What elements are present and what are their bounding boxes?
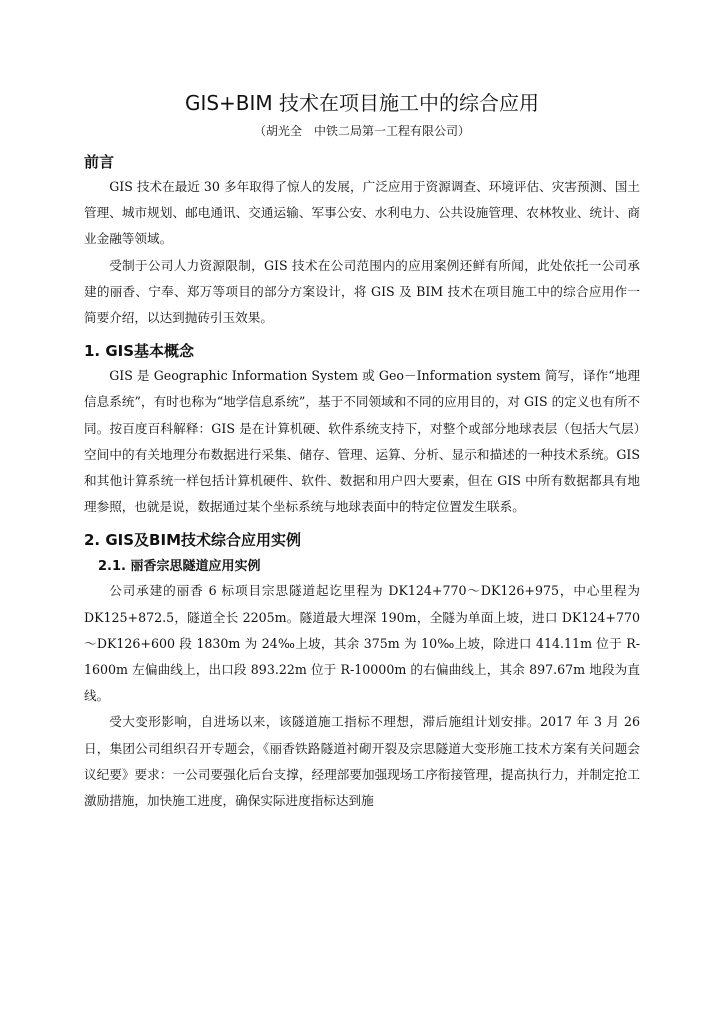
document-page [84,88,640,814]
section-gis-concept [84,339,640,520]
section-heading-gis-concept: 1. GIS基本概念 [84,342,195,361]
subsection-heading: 2.1. 丽香宗思隧道应用实例 [98,559,261,575]
section-heading-preface: 前言 [84,153,115,171]
section-heading-application: 2. GIS及BIM技术综合应用实例 [84,531,301,550]
author-line: （胡光全 中铁二局第一工程有限公司） [253,124,470,138]
paragraph: GIS 是 Geographic Information System 或 Geo－Information system 简写，译作“地理信息系统”，有时也称为“地学信息系统”，基于不同领域和不同的应用目的，对 GIS 的定义也有所不同。按百度百科解释：GIS 是在计算机硬、软件系统支持下，对整个或部分地球表层（包括大气层）空间中的有关地理分布数据进行采集、储存、管理、运算、分析、显示和描述的一种技术系统。GIS 和其他计算系统一样包括计算机硬件、软件、数据和用户四大要素，但在 GIS 中所有数据都具有地理参照，也就是说，数据通过某个坐标系统与地球表面中的特定位置发生联系。 [84,368,640,515]
subsection-lixiang-zongsi [84,556,640,814]
section-application [84,528,640,814]
document-title: GIS+BIM 技术在项目施工中的综合应用 [184,91,540,115]
section-preface [84,150,640,331]
paragraph: GIS 技术在最近 30 多年取得了惊人的发展，广泛应用于资源调查、环境评估、灾害预测、国土管理、城市规划、邮电通讯、交通运输、军事公安、水利电力、公共设施管理、农林牧业、统计、商业金融等领域。 [84,179,640,247]
paragraph: 受制于公司人力资源限制，GIS 技术在公司范围内的应用案例还鲜有所闻，此处依托一公司承建的丽香、宁奉、郑万等项目的部分方案设计，将 GIS 及 BIM 技术在项目施工中的综合应用作一简要介绍，以达到抛砖引玉效果。 [84,257,640,326]
paragraph: 公司承建的丽香 6 标项目宗思隧道起讫里程为 DK124+770～DK126+975，中心里程为 DK125+872.5，隧道全长 2205m。隧道最大埋深 190m，全隧为单面上坡，进口 DK124+770～DK126+600 段 1830m 为 24‰上坡，其余 375m 为 10‰上坡，除进口 414.11m 位于 R-1600m 左偏曲线上，出口段 893.22m 位于 R-10000m 的右偏曲线上，其余 897.67m 地段为直线。 [84,583,640,704]
paragraph: 受大变形影响，自进场以来，该隧道施工指标不理想，滞后施组计划安排。2017 年 3 月 26 日，集团公司组织召开专题会，《丽香铁路隧道衬砌开裂及宗思隧道大变形施工技术方案有关问题会议纪要》要求：一公司要强化后台支撑，经理部要加强现场工序衔接管理，提高执行力，并制定抢工激励措施，加快施工进度，确保实际进度指标达到施 [84,714,640,809]
